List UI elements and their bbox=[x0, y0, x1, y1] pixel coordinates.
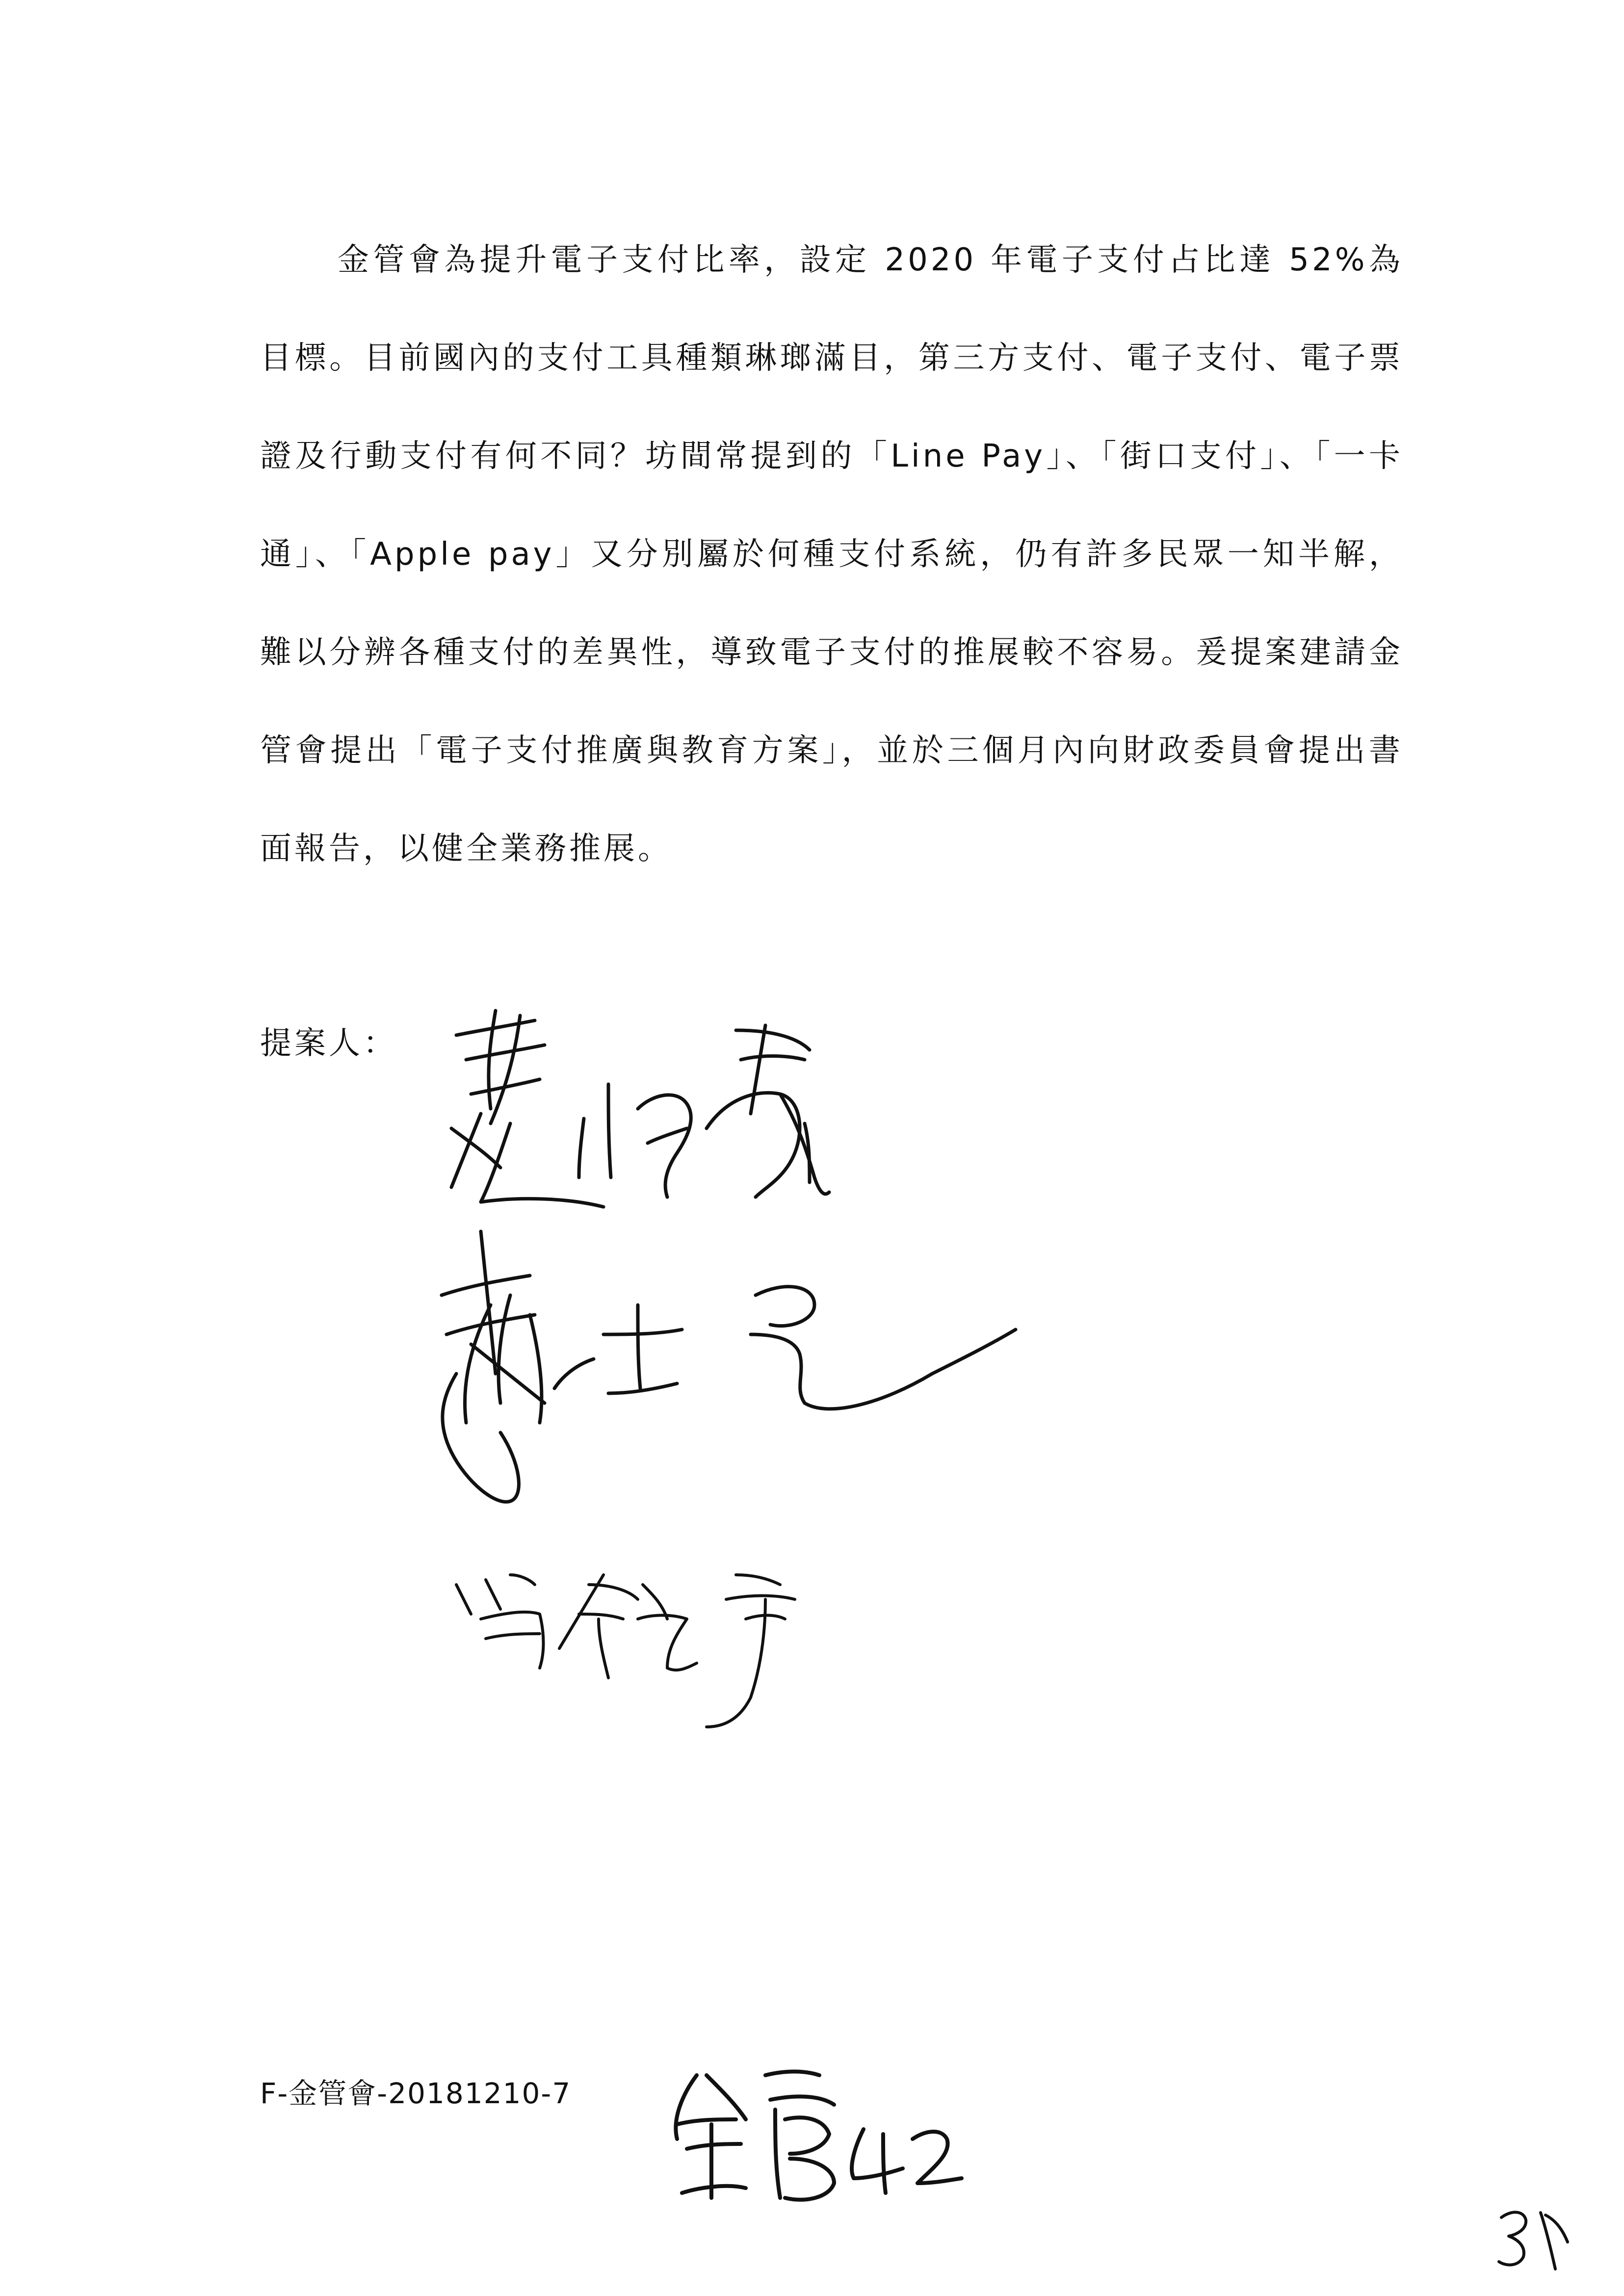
proposer-label: 提案人： bbox=[260, 1025, 397, 1062]
document-code: F-金管會-20181210-7 bbox=[260, 2077, 572, 2110]
proposal-paragraph: 金管會為提升電子支付比率，設定 2020 年電子支付占比達 52%為目標。目前國內的支付工具種類琳瑯滿目，第三方支付、電子支付、電子票證及行動支付有何不同？坊間常提到的「Line Pay」、「街口支付」、「一卡通」、「Apple pay」又分別屬於何種支付系統，仍有許多民眾一知半解，難以分辨各種支付的差異性，導致電子支付的推展較不容易。爰提案建請金管會提出「電子支付推廣與教育方案」，並於三個月內向財政委員會提出書面報告，以健全業務推展。 bbox=[260, 242, 1403, 867]
